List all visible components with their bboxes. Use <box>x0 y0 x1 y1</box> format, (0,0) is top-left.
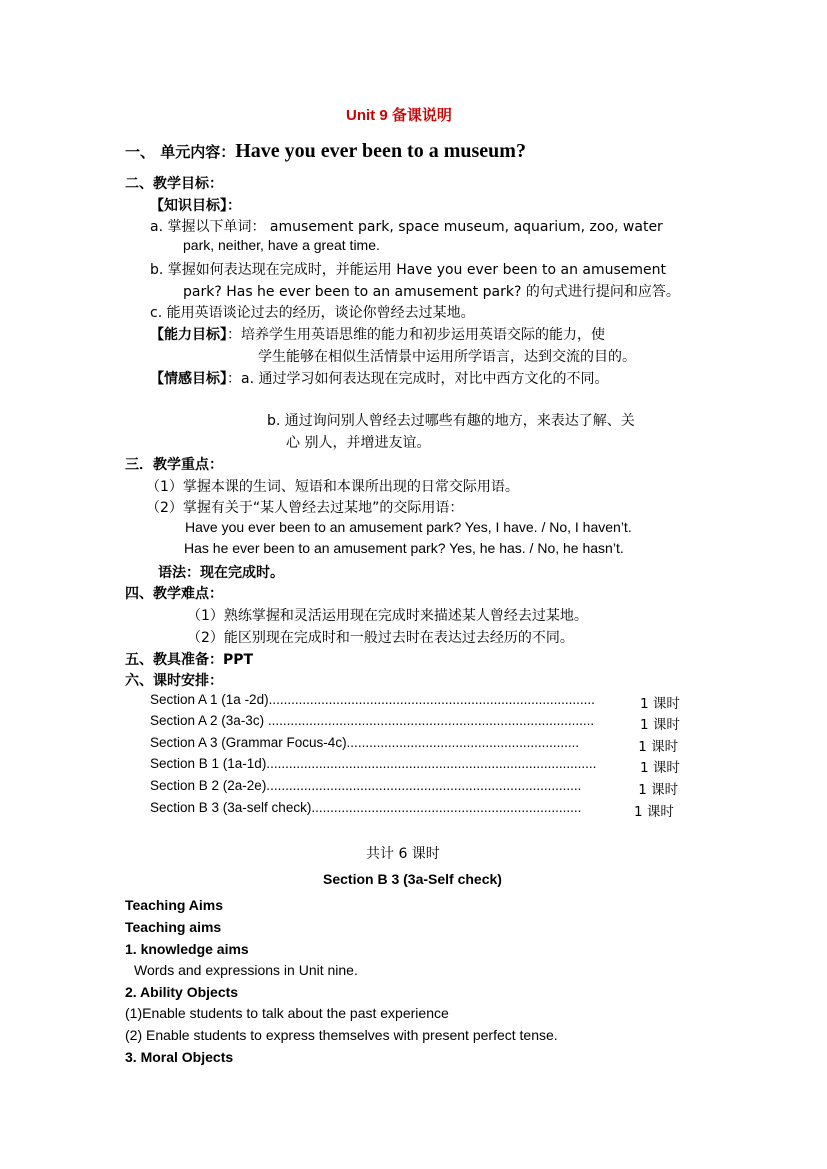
teaching-aims-heading: Teaching Aims <box>125 897 224 913</box>
moral-objects-heading: 3. Moral Objects <box>125 1049 234 1065</box>
teaching-aims-subheading: Teaching aims <box>125 919 222 935</box>
schedule-item: Section B 2 (2a-2e).................................................................................... 1 课时 <box>150 778 679 798</box>
unit-content-label: 一、 单元内容： <box>125 143 236 161</box>
knowledge-c: c. 能用英语谈论过去的经历，谈论你曾经去过某地。 <box>150 305 475 321</box>
knowledge-aims-text: Words and expressions in Unit nine. <box>134 962 358 978</box>
schedule-item: Section B 3 (3a-self check)........................................................................ 1 课时 <box>150 800 674 820</box>
knowledge-aims-heading: 1. knowledge aims <box>125 941 249 957</box>
key-point-2: （2）掌握有关于“某人曾经去过某地”的交际用语： <box>146 500 464 516</box>
aims-heading: 二、教学目标： <box>125 176 223 192</box>
knowledge-label: 【知识目标】： <box>150 198 241 214</box>
ability-object-2: (2) Enable students to express themselves with present perfect tense. <box>125 1027 558 1043</box>
unit-content-line <box>125 140 526 163</box>
difficulty-1: （1）熟练掌握和灵活运用现在完成时来描述某人曾经去过某地。 <box>187 608 588 624</box>
key-points-heading: 三．教学重点： <box>125 457 223 473</box>
tools-heading: 五、教具准备：PPT <box>125 652 254 668</box>
emotion-label: 【情感目标】 <box>150 371 227 387</box>
emotion-line-a: 【情感目标】：a. 通过学习如何表达现在完成时，对比中西方文化的不同。 <box>150 371 609 387</box>
ability-line2: 学生能够在相似生活情景中运用所学语言，达到交流的目的。 <box>258 349 636 365</box>
key-point-1: （1）掌握本课的生词、短语和本课所出现的日常交际用语。 <box>146 479 519 495</box>
knowledge-b-line2: park? Has he ever been to an amusement park? 的句式进行提问和应答。 <box>183 284 680 300</box>
key-sentence-1: Have you ever been to an amusement park? Yes, I have. / No, I haven’t. <box>185 519 632 535</box>
section-title: Section B 3 (3a-Self check) <box>323 871 502 887</box>
key-grammar: 语法：现在完成时。 <box>158 565 284 581</box>
schedule-item: Section A 2 (3a-3c) ....................................................................................... 1 课时 <box>150 713 680 733</box>
ability-objects-heading: 2. Ability Objects <box>125 984 239 1000</box>
difficulties-heading: 四、教学难点： <box>125 586 223 602</box>
schedule-item: Section A 1 (1a -2d)....................................................................................... 1 课时 <box>150 692 680 712</box>
page-title: Unit 9 备课说明 <box>346 107 452 124</box>
key-sentence-2: Has he ever been to an amusement park? Yes, he has. / No, he hasn’t. <box>184 540 624 556</box>
schedule-heading: 六、课时安排： <box>125 673 223 689</box>
schedule-total: 共计 6 课时 <box>366 846 440 862</box>
knowledge-a-line1: a. 掌握以下单词： amusement park, space museum, aquarium, zoo, water <box>150 219 663 235</box>
schedule-item: Section B 1 (1a-1d)........................................................................................ 1 课时 <box>150 756 680 776</box>
difficulty-2: （2）能区别现在完成时和一般过去时在表达过去经历的不同。 <box>187 630 574 646</box>
emotion-line-b2: 心 别人，并增进友谊。 <box>286 435 431 451</box>
emotion-line-b1: b. 通过询问别人曾经去过哪些有趣的地方，来表达了解、关 <box>267 413 635 429</box>
knowledge-b-line1: b. 掌握如何表达现在完成时，并能运用 Have you ever been to an amusement <box>150 262 667 278</box>
ability-object-1: (1)Enable students to talk about the past experience <box>125 1005 449 1021</box>
ability-label: 【能力目标】 <box>150 327 227 343</box>
schedule-item: Section A 3 (Grammar Focus-4c).............................................................. 1 课时 <box>150 735 679 755</box>
knowledge-a-line2: park, neither, have a great time. <box>183 237 380 253</box>
ability-line1: 【能力目标】：培养学生用英语思维的能力和初步运用英语交际的能力，使 <box>150 327 605 343</box>
unit-content-value: Have you ever been to a museum? <box>235 140 526 162</box>
